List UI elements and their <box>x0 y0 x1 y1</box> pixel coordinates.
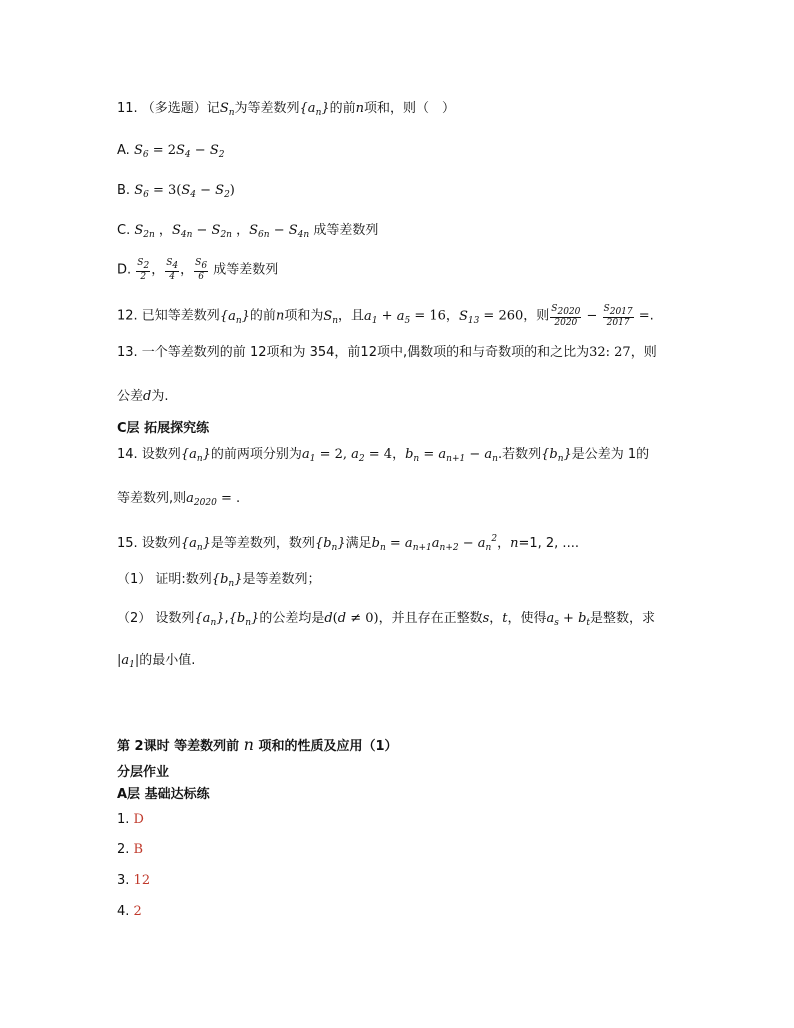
q11-stem-mid1: 为等差数列 <box>234 101 300 116</box>
q11-c-suffix: 成等差数列 <box>313 223 379 238</box>
q11-option-a: A. $S_6 = 2S_4 - S_2$ <box>117 143 225 160</box>
q11-stem: 11. （多选题）记$S_n$为等差数列$\{a_n\}$的前n项和，则（ ） <box>117 101 456 118</box>
q12-pre: 12. 已知等差数列 <box>117 308 220 324</box>
section-c-heading: C层 拓展探究练 <box>117 421 210 436</box>
answer-number: 3. <box>117 873 130 888</box>
q14-mid3: .若数列 <box>497 447 542 462</box>
q13-line2: 公差d为. <box>117 389 169 404</box>
lesson-title-post: 项和的性质及应用（1） <box>258 739 398 754</box>
q13-line1-end: ，则 <box>630 345 657 360</box>
lesson-title-pre: 第 2课时 等差数列前 <box>117 739 240 754</box>
q14-mid1: 的前两项分别为 <box>210 447 302 462</box>
q14-line2-pre: 等差数列,则 <box>117 491 187 506</box>
q12-mid1: 的前 <box>249 308 276 324</box>
answer-item <box>117 841 143 859</box>
q13-line1 <box>117 344 657 362</box>
q15-p2-pre: （2） 设数列 <box>117 611 195 626</box>
q15-p1-pre: （1） 证明:数列 <box>117 572 212 587</box>
q11-c-label: C. <box>117 223 131 238</box>
answer-value: D <box>133 812 144 827</box>
answer-item <box>117 811 144 829</box>
answer-item <box>117 872 150 890</box>
q15-part1: （1） 证明:数列$\{b_n\}$是等差数列； <box>117 572 321 589</box>
q15-stem: 15. 设数列$\{a_n\}$是等差数列，数列$\{b_n\}$满足$b_n = a_{n+1}a_{n+2} - a_n^2$，n=1, 2, .... <box>117 534 579 553</box>
answer-value: 2 <box>133 904 142 919</box>
lesson-title: 第 2课时 等差数列前 n 项和的性质及应用（1） <box>117 735 398 754</box>
q13-line2-post: 为. <box>151 389 169 404</box>
q12: 12. 已知等差数列$\{a_n\}$的前n项和为$S_n$，且$a_1 + a_5 = 16$，$S_{13} = 260$，则 $\frac{S_{2020}}{2020}$ − $\frac{S_{2017}}{2017}$ =. <box>117 304 654 328</box>
q11-stem-pre: 11. （多选题）记 <box>117 101 220 116</box>
q15-tail: =1, 2, .... <box>518 536 579 551</box>
q12-mid2: 项和为 <box>284 308 324 324</box>
q15-mid1: 是等差数列，数列 <box>210 536 315 551</box>
q11-option-c: C. $S_{2n}$ ，$S_{4n} - S_{2n}$ ，$S_{6n} - S_{4n}$ 成等差数列 <box>117 223 379 240</box>
q11-stem-post: 项和，则（ ） <box>364 101 456 116</box>
q14-mid2: ， <box>392 447 406 462</box>
q11-d-suffix: 成等差数列 <box>213 262 279 278</box>
q12-mid5: ，则 <box>523 308 550 324</box>
section-a-heading: A层 基础达标练 <box>117 787 210 802</box>
answer-value: 12 <box>133 873 151 888</box>
q15-mid2: 满足 <box>345 536 372 551</box>
q11-option-b: B. $S_6 = 3(S_4 - S_2)$ <box>117 183 235 200</box>
q15-mid3: ， <box>497 536 511 551</box>
q15-p2-mid2: ，并且存在正整数 <box>378 611 483 626</box>
answer-number: 4. <box>117 904 130 919</box>
q13-line2-pre: 公差 <box>117 389 144 404</box>
layered-homework-heading: 分层作业 <box>117 765 170 780</box>
q12-mid4: ， <box>445 308 459 324</box>
q15-part2-line1: （2） 设数列$\{a_n\},\{b_n\}$的公差均是d(d ≠ 0)，并且存在正整数s，t，使得$a_s + b_t$是整数，求 <box>117 611 656 628</box>
q14-line2-post: . <box>235 491 241 506</box>
q12-post: . <box>649 308 654 324</box>
q14-pre: 14. 设数列 <box>117 447 181 462</box>
q11-b-label: B. <box>117 183 131 198</box>
q11-d-label: D. <box>117 262 132 278</box>
q14-mid4: 是公差为 1的 <box>571 447 650 462</box>
q14-line2: 等差数列,则$a_{2020}$ = . <box>117 491 241 508</box>
q14-line1: 14. 设数列$\{a_n\}$的前两项分别为$a_1 = 2$, $a_2 = 4$，$b_n = a_{n+1} - a_n$.若数列$\{b_n\}$是公差为 1的 <box>117 447 650 464</box>
answer-value: B <box>133 842 144 857</box>
q15-p2-mid1: 的公差均是 <box>259 611 325 626</box>
q11-a-label: A. <box>117 143 130 158</box>
q15-p2-post: 是整数，求 <box>590 611 656 626</box>
q15-p1-post: 是等差数列； <box>242 572 321 587</box>
answer-number: 1. <box>117 812 130 827</box>
q15-p2-line2: 的最小值. <box>139 653 196 668</box>
q15-p2-mid3: ，使得 <box>507 611 547 626</box>
answer-number: 2. <box>117 842 130 857</box>
q13-ratio: 32: 27 <box>589 345 631 360</box>
answer-item <box>117 903 142 921</box>
q15-part2-line2: $|a_1|$的最小值. <box>117 653 196 670</box>
q11-option-d: D. $\frac{S_2}{2}$ ， $\frac{S_4}{4}$ ， $\frac{S_6}{6}$ 成等差数列 <box>117 258 279 282</box>
q12-mid3: ，且 <box>338 308 365 324</box>
q11-stem-mid2: 的前 <box>329 101 356 116</box>
q15-pre: 15. 设数列 <box>117 536 181 551</box>
q13-text: 13. 一个等差数列的前 12项和为 354，前12项中,偶数项的和与奇数项的和之比为 <box>117 345 590 360</box>
